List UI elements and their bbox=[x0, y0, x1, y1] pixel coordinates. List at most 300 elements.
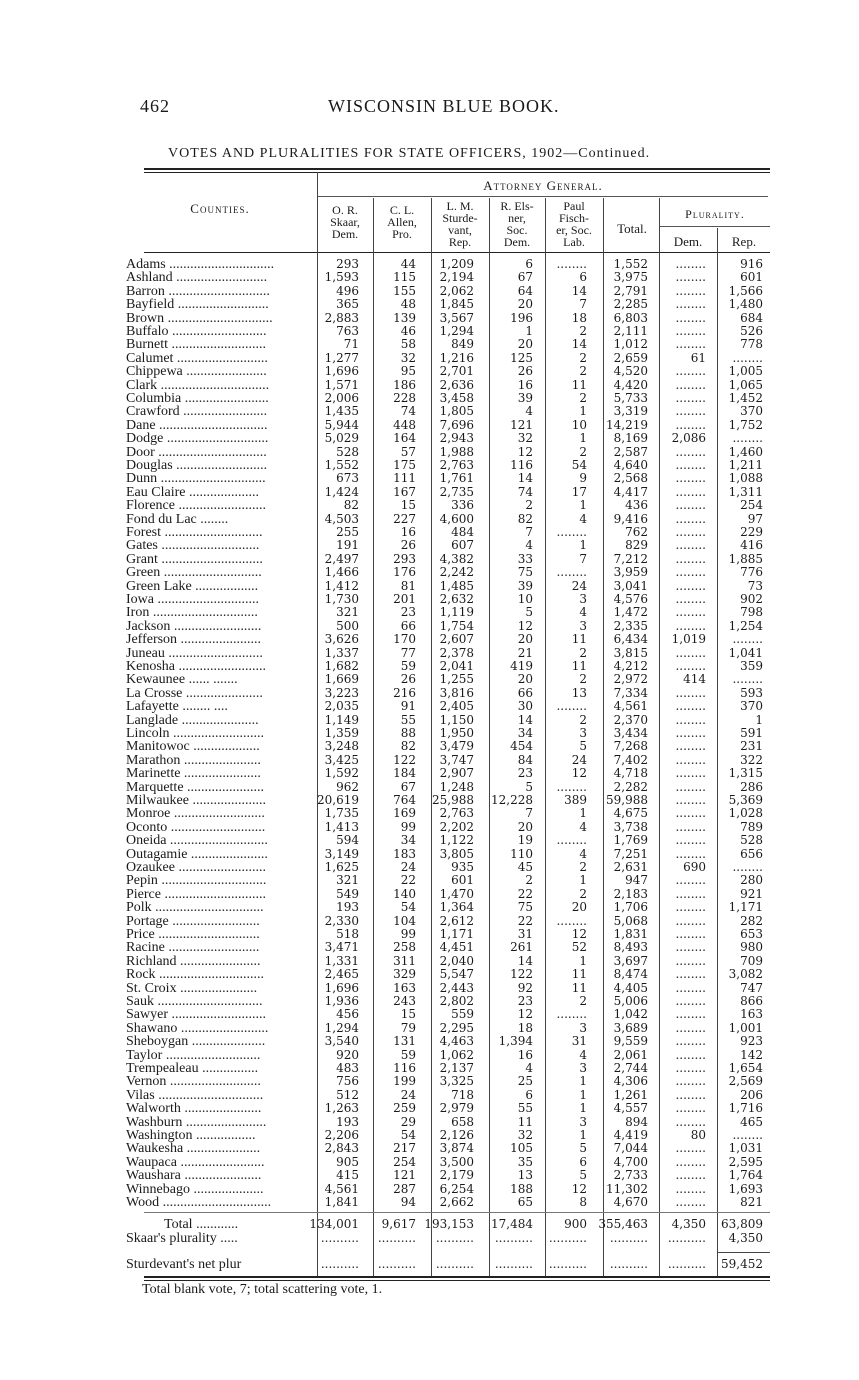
table-row bbox=[0, 580, 859, 593]
fischer-votes: ........ bbox=[556, 913, 587, 928]
dem-plurality: ........ bbox=[675, 1101, 706, 1116]
table-row bbox=[0, 553, 859, 566]
elsner-votes: 20 bbox=[517, 297, 533, 312]
table-row bbox=[0, 405, 859, 418]
dots: .......... bbox=[609, 1231, 648, 1245]
fischer-votes: 11 bbox=[571, 967, 587, 982]
total-votes: 6,434 bbox=[613, 632, 648, 647]
elsner-votes: 66 bbox=[517, 685, 533, 700]
table-row bbox=[0, 754, 859, 767]
total-votes: 4,718 bbox=[613, 766, 648, 781]
allen-votes: 99 bbox=[400, 927, 416, 941]
dem-plurality: ........ bbox=[675, 1020, 706, 1035]
fischer-votes: 20 bbox=[571, 900, 587, 915]
elsner-votes: 25 bbox=[517, 1074, 533, 1089]
elsner-votes: 1,394 bbox=[498, 1034, 533, 1049]
elsner-votes: 19 bbox=[517, 833, 533, 848]
elsner-votes: 121 bbox=[510, 417, 533, 432]
elsner-votes: 75 bbox=[517, 565, 533, 580]
fischer-votes: 7 bbox=[579, 297, 587, 312]
sturdevant-votes: 5,547 bbox=[439, 967, 474, 982]
dem-plurality: ........ bbox=[675, 833, 706, 848]
county-name: Iowa ............................. bbox=[126, 593, 259, 606]
total-skaar: 134,001 bbox=[309, 1217, 359, 1231]
total-votes: 6,803 bbox=[613, 310, 648, 325]
sturdevant-votes: 1,805 bbox=[439, 404, 474, 419]
col-sturdevant-h1: L. M. bbox=[446, 199, 474, 213]
allen-votes: 94 bbox=[400, 1195, 416, 1209]
sturdevant-votes: 1,062 bbox=[439, 1047, 474, 1062]
dem-plurality: ........ bbox=[675, 1114, 706, 1129]
skaar-votes: 1,359 bbox=[324, 726, 359, 740]
total-votes: 7,334 bbox=[613, 685, 648, 700]
total-votes: 4,212 bbox=[613, 659, 648, 673]
allen-votes: 329 bbox=[393, 967, 416, 982]
skaar-votes: 3,626 bbox=[324, 632, 359, 647]
elsner-votes: 16 bbox=[517, 377, 533, 392]
col-rep-header: Rep. bbox=[731, 234, 757, 249]
sturdevant-votes: 2,979 bbox=[439, 1101, 474, 1116]
dem-plurality: ........ bbox=[675, 766, 706, 781]
table-row bbox=[0, 673, 859, 686]
col-skaar-header bbox=[318, 204, 372, 240]
table-row bbox=[0, 352, 859, 365]
dem-plurality: ........ bbox=[675, 873, 706, 888]
skaar-votes: 1,337 bbox=[324, 645, 359, 660]
total-votes: 1,261 bbox=[613, 1087, 648, 1102]
table-row bbox=[0, 861, 859, 874]
skaar-votes: 3,540 bbox=[324, 1034, 359, 1049]
elsner-votes: 22 bbox=[517, 886, 533, 901]
allen-votes: 287 bbox=[393, 1181, 416, 1196]
elsner-votes: 20 bbox=[517, 672, 533, 687]
sturdevant-votes: 1,119 bbox=[439, 605, 474, 620]
col-skaar-h3: Dem. bbox=[331, 227, 359, 241]
sturdevant-votes: 1,294 bbox=[439, 324, 474, 338]
dem-plurality: ........ bbox=[675, 525, 706, 539]
dem-plurality: ........ bbox=[675, 551, 706, 566]
rep-plurality: 286 bbox=[740, 779, 763, 794]
total-votes: 3,815 bbox=[613, 645, 648, 660]
fischer-votes: 3 bbox=[579, 618, 587, 633]
fischer-votes: 4 bbox=[579, 511, 587, 526]
table-row bbox=[0, 258, 859, 271]
rep-plurality: 97 bbox=[747, 511, 763, 526]
table-title: VOTES AND PLURALITIES FOR STATE OFFICERS, 1902—Continued. bbox=[168, 146, 651, 161]
col-fischer-h4: Lab. bbox=[563, 235, 585, 249]
skaar-votes: 5,944 bbox=[324, 417, 359, 432]
table-row bbox=[0, 821, 859, 834]
fischer-votes: 1 bbox=[579, 1101, 587, 1116]
county-name: Sheboygan ..................... bbox=[126, 1035, 266, 1049]
elsner-votes: 16 bbox=[517, 1047, 533, 1062]
allen-votes: 59 bbox=[400, 659, 416, 673]
sturdevant-votes: 3,816 bbox=[439, 685, 474, 700]
elsner-votes: 65 bbox=[517, 1195, 533, 1209]
skaar-plurality-label: Skaar's plurality ..... bbox=[126, 1232, 238, 1245]
total-sturdevant: 193,153 bbox=[424, 1217, 474, 1231]
sturdevant-votes: 25,988 bbox=[432, 793, 474, 807]
total-votes: 7,402 bbox=[613, 752, 648, 767]
skaar-votes: 756 bbox=[336, 1074, 359, 1089]
skaar-votes: 255 bbox=[336, 525, 359, 539]
allen-votes: 259 bbox=[393, 1101, 416, 1116]
table-row bbox=[0, 1142, 859, 1155]
plurality-header: Plurality. bbox=[685, 207, 745, 221]
county-name: Gates ............................ bbox=[126, 539, 260, 553]
col-sturdevant-h4: Rep. bbox=[448, 235, 472, 249]
table-row bbox=[0, 285, 859, 298]
elsner-votes: 2 bbox=[525, 498, 533, 513]
fischer-votes: ........ bbox=[556, 257, 587, 271]
allen-votes: 32 bbox=[400, 350, 416, 365]
dem-plurality: ........ bbox=[675, 458, 706, 472]
fischer-votes: ........ bbox=[556, 525, 587, 539]
sturdevant-votes: 2,040 bbox=[439, 953, 474, 968]
rep-plurality: 593 bbox=[740, 685, 763, 700]
total-votes: 4,420 bbox=[613, 377, 648, 392]
skaar-votes: 1,466 bbox=[324, 565, 359, 580]
dem-plurality: ........ bbox=[675, 444, 706, 459]
elsner-votes: 5 bbox=[525, 779, 533, 794]
table-row bbox=[0, 807, 859, 820]
table-row bbox=[0, 606, 859, 619]
table-row bbox=[0, 298, 859, 311]
allen-votes: 176 bbox=[393, 565, 416, 580]
skaar-votes: 4,561 bbox=[324, 1181, 359, 1196]
elsner-votes: 35 bbox=[517, 1154, 533, 1169]
table-row bbox=[0, 620, 859, 633]
dots: .......... bbox=[494, 1257, 533, 1271]
skaar-votes: 905 bbox=[336, 1154, 359, 1169]
elsner-votes: 6 bbox=[525, 1087, 533, 1102]
table-row bbox=[0, 874, 859, 887]
county-name: Pierce ............................. bbox=[126, 887, 266, 901]
county-name: Manitowoc ................... bbox=[126, 740, 260, 754]
totals-row bbox=[0, 1218, 859, 1231]
fischer-votes: 12 bbox=[571, 927, 587, 941]
total-fischer: 900 bbox=[564, 1217, 587, 1231]
fischer-votes: 4 bbox=[579, 605, 587, 620]
sturdevant-votes: 2,378 bbox=[439, 645, 474, 660]
total-votes: 5,068 bbox=[613, 913, 648, 928]
dem-plurality: ........ bbox=[675, 538, 706, 553]
allen-votes: 34 bbox=[400, 833, 416, 848]
table-row bbox=[0, 1008, 859, 1021]
dem-plurality: ........ bbox=[675, 927, 706, 941]
county-name: Adams .............................. bbox=[126, 258, 275, 271]
table-row bbox=[0, 365, 859, 378]
allen-votes: 79 bbox=[400, 1020, 416, 1035]
fischer-votes: 4 bbox=[579, 819, 587, 834]
dem-plurality: ........ bbox=[675, 1181, 706, 1196]
total-elsner: 17,484 bbox=[491, 1217, 533, 1231]
dem-plurality: ........ bbox=[675, 565, 706, 580]
table-row bbox=[0, 781, 859, 794]
sturdevant-votes: 1,950 bbox=[439, 726, 474, 740]
fischer-votes: 11 bbox=[571, 632, 587, 647]
county-name: Barron ............................. bbox=[126, 284, 270, 298]
skaar-votes: 321 bbox=[336, 605, 359, 620]
county-name: Green ............................ bbox=[126, 566, 262, 580]
fischer-votes: 12 bbox=[571, 766, 587, 781]
sturdevant-votes: 1,470 bbox=[439, 886, 474, 901]
total-votes: 3,689 bbox=[613, 1020, 648, 1035]
elsner-votes: 22 bbox=[517, 913, 533, 928]
county-name: Pepin .............................. bbox=[126, 874, 267, 888]
table-row bbox=[0, 714, 859, 727]
table-row bbox=[0, 1075, 859, 1088]
rep-plurality: 229 bbox=[740, 525, 763, 539]
elsner-votes: 84 bbox=[517, 752, 533, 767]
county-name: Monroe .......................... bbox=[126, 807, 265, 821]
table-row bbox=[0, 392, 859, 405]
county-name: Sawyer ........................... bbox=[126, 1008, 266, 1022]
county-name: Winnebago .................... bbox=[126, 1182, 264, 1196]
county-name: Crawford ........................ bbox=[126, 405, 268, 419]
fischer-votes: 2 bbox=[579, 324, 587, 338]
elsner-votes: 12 bbox=[517, 618, 533, 633]
allen-votes: 26 bbox=[400, 672, 416, 687]
skaar-votes: 2,497 bbox=[324, 551, 359, 566]
elsner-votes: 30 bbox=[517, 699, 533, 714]
fischer-votes: 1 bbox=[579, 1074, 587, 1089]
col-fischer-h2: Fisch- bbox=[559, 211, 589, 225]
county-name: Jefferson ....................... bbox=[126, 633, 262, 647]
table-row bbox=[0, 271, 859, 284]
county-name: Taylor ........................... bbox=[126, 1048, 261, 1062]
rep-plurality: 601 bbox=[740, 270, 763, 285]
elsner-votes: 92 bbox=[517, 980, 533, 995]
sturdevant-votes: 559 bbox=[451, 1007, 474, 1022]
allen-votes: 48 bbox=[400, 297, 416, 312]
dem-plurality: ........ bbox=[675, 685, 706, 700]
total-votes: 7,268 bbox=[613, 739, 648, 754]
county-name: Waushara ...................... bbox=[126, 1169, 262, 1183]
table-row bbox=[0, 446, 859, 459]
allen-votes: 228 bbox=[393, 391, 416, 405]
elsner-votes: 39 bbox=[517, 391, 533, 405]
fischer-votes: 2 bbox=[579, 886, 587, 901]
elsner-votes: 20 bbox=[517, 819, 533, 834]
table-row bbox=[0, 1035, 859, 1048]
dem-plurality: ........ bbox=[675, 605, 706, 620]
sturdevant-votes: 1,364 bbox=[439, 900, 474, 915]
sturdevant-votes: 1,754 bbox=[439, 618, 474, 633]
dem-plurality: ........ bbox=[675, 980, 706, 995]
sturdevant-votes: 2,943 bbox=[439, 431, 474, 446]
skaar-votes: 3,149 bbox=[324, 846, 359, 861]
county-name: Douglas .......................... bbox=[126, 459, 268, 472]
elsner-votes: 125 bbox=[510, 350, 533, 365]
rep-plurality: 591 bbox=[740, 726, 763, 740]
page-number: 462 bbox=[140, 96, 170, 116]
allen-votes: 24 bbox=[400, 1087, 416, 1102]
skaar-votes: 673 bbox=[336, 471, 359, 486]
sturdevant-votes: 658 bbox=[451, 1114, 474, 1129]
sturdevant-votes: 2,194 bbox=[439, 270, 474, 285]
allen-votes: 121 bbox=[393, 1168, 416, 1183]
skaar-votes: 191 bbox=[336, 538, 359, 553]
dem-plurality: ........ bbox=[675, 1034, 706, 1049]
fischer-votes: 4 bbox=[579, 846, 587, 861]
county-name: Trempealeau ................ bbox=[126, 1062, 259, 1075]
sturdevant-votes: 484 bbox=[451, 525, 474, 539]
allen-votes: 186 bbox=[393, 377, 416, 392]
allen-votes: 15 bbox=[400, 498, 416, 513]
dots: .......... bbox=[377, 1257, 416, 1271]
rep-plurality: 821 bbox=[740, 1195, 763, 1209]
rep-plurality: 778 bbox=[740, 337, 763, 352]
total-votes: 2,791 bbox=[613, 283, 648, 298]
dem-plurality: ........ bbox=[675, 900, 706, 915]
sturdevant-votes: 1,122 bbox=[439, 833, 474, 848]
total-votes: 7,251 bbox=[613, 846, 648, 861]
table-row bbox=[0, 472, 859, 485]
total-votes: 1,831 bbox=[613, 927, 648, 941]
elsner-votes: 1 bbox=[525, 324, 533, 338]
dem-plurality: ........ bbox=[675, 404, 706, 419]
allen-votes: 167 bbox=[393, 484, 416, 499]
col-allen-h3: Pro. bbox=[392, 227, 412, 241]
rep-plurality: 1,001 bbox=[728, 1020, 763, 1035]
total-votes: 3,041 bbox=[613, 578, 648, 593]
sturdevant-votes: 2,137 bbox=[439, 1061, 474, 1075]
fischer-votes: 24 bbox=[571, 578, 587, 593]
fischer-votes: 3 bbox=[579, 1114, 587, 1129]
skaar-votes: 1,277 bbox=[324, 350, 359, 365]
allen-votes: 104 bbox=[393, 913, 416, 928]
skaar-votes: 1,682 bbox=[324, 659, 359, 673]
elsner-votes: 45 bbox=[517, 860, 533, 874]
skaar-votes: 71 bbox=[343, 337, 359, 352]
dem-plurality: ........ bbox=[675, 779, 706, 794]
table-row bbox=[0, 1156, 859, 1169]
sturdevant-votes: 2,405 bbox=[439, 699, 474, 714]
sturdevant-votes: 2,242 bbox=[439, 565, 474, 580]
rep-plurality: 902 bbox=[740, 592, 763, 606]
fischer-votes: 2 bbox=[579, 364, 587, 379]
skaar-votes: 2,330 bbox=[324, 913, 359, 928]
county-name: Clark ............................... bbox=[126, 378, 270, 392]
dem-plurality: ........ bbox=[675, 1087, 706, 1102]
skaar-votes: 2,883 bbox=[324, 310, 359, 325]
skaar-votes: 594 bbox=[336, 833, 359, 848]
skaar-votes: 1,669 bbox=[324, 672, 359, 687]
table-row bbox=[0, 432, 859, 445]
allen-votes: 115 bbox=[393, 270, 416, 285]
skaar-votes: 500 bbox=[336, 618, 359, 633]
dots: .......... bbox=[667, 1231, 706, 1245]
allen-votes: 24 bbox=[400, 860, 416, 874]
county-name: Florence ......................... bbox=[126, 499, 266, 513]
county-name: Burnett ........................... bbox=[126, 338, 266, 352]
table-row bbox=[0, 1129, 859, 1142]
county-name: Waukesha ..................... bbox=[126, 1142, 261, 1156]
skaar-votes: 1,294 bbox=[324, 1020, 359, 1035]
elsner-votes: 33 bbox=[517, 551, 533, 566]
fischer-votes: 17 bbox=[571, 484, 587, 499]
allen-votes: 81 bbox=[400, 578, 416, 593]
header-rule bbox=[144, 252, 770, 253]
elsner-votes: 110 bbox=[510, 846, 533, 861]
rep-plurality: 1,028 bbox=[728, 806, 763, 821]
elsner-votes: 14 bbox=[517, 712, 533, 727]
elsner-votes: 12 bbox=[517, 1007, 533, 1022]
dem-plurality: ........ bbox=[675, 967, 706, 982]
rep-plurality: 359 bbox=[740, 659, 763, 673]
skaar-votes: 518 bbox=[336, 927, 359, 941]
skaar-votes: 1,552 bbox=[324, 458, 359, 472]
table-row bbox=[0, 325, 859, 338]
elsner-votes: 20 bbox=[517, 632, 533, 647]
county-name: Richland ....................... bbox=[126, 954, 261, 968]
table-row bbox=[0, 1049, 859, 1062]
rep-plurality: 1,764 bbox=[728, 1168, 763, 1183]
dem-plurality: 1,019 bbox=[671, 632, 706, 647]
table-row bbox=[0, 968, 859, 981]
total-votes: 1,769 bbox=[613, 833, 648, 848]
dem-plurality: ........ bbox=[675, 391, 706, 405]
table-row bbox=[0, 901, 859, 914]
dem-plurality: ........ bbox=[675, 819, 706, 834]
fischer-votes: 2 bbox=[579, 994, 587, 1008]
fischer-votes: 2 bbox=[579, 391, 587, 405]
total-votes: 2,972 bbox=[613, 672, 648, 687]
county-name: Fond du Lac ........ bbox=[126, 512, 229, 526]
allen-votes: 74 bbox=[400, 404, 416, 419]
allen-votes: 258 bbox=[393, 940, 416, 955]
top-rule-thin bbox=[144, 172, 770, 173]
table-row bbox=[0, 1062, 859, 1075]
allen-votes: 95 bbox=[400, 364, 416, 379]
dem-plurality: ........ bbox=[675, 310, 706, 325]
total-votes: 2,631 bbox=[613, 860, 648, 874]
total-votes: 2,587 bbox=[613, 444, 648, 459]
county-name: Marquette ...................... bbox=[126, 780, 265, 794]
table-row bbox=[0, 834, 859, 847]
total-votes: 1,706 bbox=[613, 900, 648, 915]
net-plurality-value: 59,452 bbox=[721, 1257, 763, 1271]
allen-votes: 29 bbox=[400, 1114, 416, 1129]
allen-votes: 227 bbox=[393, 511, 416, 526]
total-votes: 4,561 bbox=[613, 699, 648, 714]
sturdevant-votes: 1,216 bbox=[439, 350, 474, 365]
total-votes: 2,061 bbox=[613, 1047, 648, 1062]
county-name: Portage ......................... bbox=[126, 914, 260, 928]
rep-plurality: 1,566 bbox=[728, 283, 763, 298]
county-name: Kewaunee ...... ....... bbox=[126, 673, 238, 687]
rep-plurality: 1,005 bbox=[728, 364, 763, 379]
dem-plurality: ........ bbox=[675, 1074, 706, 1089]
elsner-votes: 11 bbox=[517, 1114, 533, 1129]
sturdevant-votes: 2,907 bbox=[439, 766, 474, 781]
total-votes: 4,417 bbox=[613, 484, 648, 499]
fischer-votes: ........ bbox=[556, 833, 587, 848]
dem-plurality: ........ bbox=[675, 364, 706, 379]
fischer-votes: ........ bbox=[556, 779, 587, 794]
sturdevant-votes: 2,636 bbox=[439, 377, 474, 392]
fischer-votes: 1 bbox=[579, 431, 587, 446]
fischer-votes: 52 bbox=[571, 940, 587, 955]
office-rule bbox=[318, 196, 768, 197]
col-elsner-h2: ner, bbox=[508, 211, 526, 225]
dem-plurality: ........ bbox=[675, 739, 706, 754]
fischer-votes: 7 bbox=[579, 551, 587, 566]
table-row bbox=[0, 647, 859, 660]
table-row bbox=[0, 459, 859, 472]
allen-votes: 15 bbox=[400, 1007, 416, 1022]
